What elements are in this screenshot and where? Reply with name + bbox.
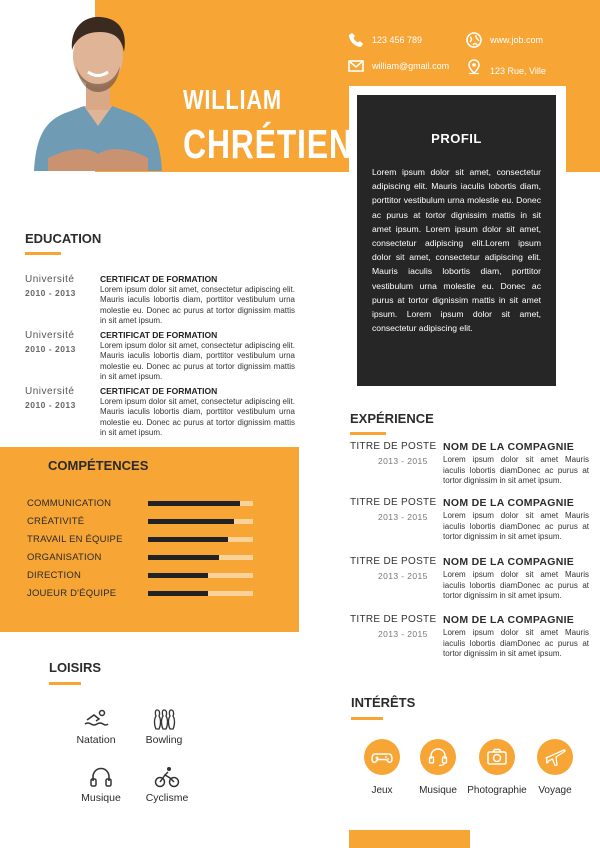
skill-label: JOUEUR D'ÉQUIPE [27,587,117,599]
education-cert: CERTIFICAT DE FORMATION [100,274,218,284]
education-desc: Lorem ipsum dolor sit amet, consectetur adipiscing elit. Mauris iaculis lobortis diam, porttitor vestibulum urna molestie eu. Donec ac purus at tortor dignissim mattis in sit amet ipsum. [100,397,295,438]
education-item [25,274,295,327]
education-years: 2010 - 2013 [25,400,76,410]
interest-label: Musique [419,785,457,796]
hobby-label: Cyclisme [145,792,189,804]
contact-email [348,58,449,74]
skill-row [27,568,257,582]
education-item [25,386,295,439]
skill-bar [148,519,253,524]
hobby-label: Bowling [145,734,183,746]
experience-post: TITRE DE POSTE [350,556,437,567]
experience-company: NOM DE LA COMPAGNIE [443,497,575,509]
hobby-label: Musique [81,792,121,804]
bowling-icon [151,708,177,730]
experience-company: NOM DE LA COMPAGNIE [443,441,575,453]
interest-icon-circle [364,739,400,775]
education-underline [25,252,61,255]
education-years: 2010 - 2013 [25,344,76,354]
skills-section [0,447,299,632]
website-text: www.job.com [490,35,544,45]
experience-years: 2013 - 2015 [378,571,428,581]
gamepad-icon [371,746,393,768]
skill-label: ORGANISATION [27,551,102,563]
interest-icon-circle [420,739,456,775]
footer-accent-bar [349,830,470,848]
skill-bar-fill [148,555,219,560]
hobby-item [61,708,131,746]
education-desc: Lorem ipsum dolor sit amet, consectetur adipiscing elit. Mauris iaculis lobortis diam, porttitor vestibulum urna molestie eu. Donec ac purus at tortor dignissim mattis in sit amet ipsum. [100,341,295,382]
contact-website [466,32,543,48]
skill-row [27,532,257,546]
skill-bar [148,537,253,542]
hobbies-underline [49,682,81,685]
interest-label: Photographie [467,785,527,796]
skill-bar [148,591,253,596]
profile-text: Lorem ipsum dolor sit amet, consectetur adipiscing elit. Mauris iaculis lobortis diam, porttitor vestibulum urna molestie eu. Donec ac purus at tortor dignissim mattis in sit amet ipsum. Lorem ipsum dolor sit amet, consectetur adipiscing elit.Lorem ipsum dolor sit amet, consectetur adipiscing elit. Mauris iaculis lobortis diam, porttitor vestibulum urna molestie eu. Donec ac purus at tortor dignissim mattis in sit amet ipsum. Lorem ipsum dolor sit amet, consectetur adipiscing elit. [372,167,541,334]
profile-section [357,95,556,386]
interest-icon-circle [537,739,573,775]
skill-bar-fill [148,591,208,596]
headphones-icon [88,766,114,788]
experience-desc: Lorem ipsum dolor sit amet Mauris iaculis lobortis diamDonec ac purus at tortor dignissim in sit amet ipsum. [443,570,589,601]
interest-label: Jeux [371,785,393,796]
experience-desc: Lorem ipsum dolor sit amet Mauris iaculis lobortis diamDonec ac purus at tortor dignissim in sit amet ipsum. [443,628,589,659]
experience-post: TITRE DE POSTE [350,614,437,625]
experience-desc: Lorem ipsum dolor sit amet Mauris iaculis lobortis diamDonec ac purus at tortor dignissim in sit amet ipsum. [443,511,589,542]
address-text: 123 Rue, Ville [490,66,546,76]
profile-photo [28,8,168,171]
skill-row [27,496,257,510]
skill-bar [148,555,253,560]
experience-post: TITRE DE POSTE [350,497,437,508]
interest-item [515,739,595,796]
skill-label: CRÉATIVITÉ [27,515,85,527]
skill-bar-fill [148,519,234,524]
experience-post: TITRE DE POSTE [350,441,437,452]
skill-bar-fill [148,573,208,578]
skills-title: COMPÉTENCES [48,458,149,473]
experience-title: EXPÉRIENCE [350,411,434,426]
headset-icon [427,746,449,768]
experience-company: NOM DE LA COMPAGNIE [443,556,575,568]
experience-underline [350,432,386,435]
interest-label: Voyage [538,785,572,796]
education-title: EDUCATION [25,231,102,246]
phone-icon [348,32,364,48]
hobby-item [129,708,199,746]
experience-years: 2013 - 2015 [378,512,428,522]
cycling-icon [154,766,180,788]
education-cert: CERTIFICAT DE FORMATION [100,386,218,396]
skill-row [27,514,257,528]
skill-label: COMMUNICATION [27,497,112,509]
education-school: Université [25,386,75,397]
interests-underline [351,717,383,720]
interest-icon-circle [479,739,515,775]
interests-title: INTÉRÊTS [351,695,416,710]
contact-phone [348,32,422,48]
airplane-icon [544,746,566,768]
education-school: Université [25,274,75,285]
camera-icon [486,746,508,768]
skill-bar-fill [148,501,240,506]
experience-company: NOM DE LA COMPAGNIE [443,614,575,626]
experience-years: 2013 - 2015 [378,629,428,639]
skill-bar [148,501,253,506]
skill-label: TRAVAIL EN ÉQUIPE [27,533,123,545]
hobby-item [66,766,136,804]
globe-icon [466,32,482,48]
experience-years: 2013 - 2015 [378,456,428,466]
hobby-label: Natation [76,734,116,746]
skill-bar [148,573,253,578]
hobby-item [132,766,202,804]
last-name: CHRÉTIEN [183,121,353,167]
education-school: Université [25,330,75,341]
location-pin-icon [466,59,482,75]
skill-row [27,550,257,564]
phone-text: 123 456 789 [372,35,423,45]
hobbies-title: LOISIRS [49,660,102,675]
swimming-icon [83,708,109,730]
profile-title: PROFIL [431,131,482,146]
skill-bar-fill [148,537,228,542]
skill-label: DIRECTION [27,569,82,581]
skill-row [27,586,257,600]
mail-icon [348,58,364,74]
education-cert: CERTIFICAT DE FORMATION [100,330,218,340]
contact-address [466,58,546,76]
education-years: 2010 - 2013 [25,288,76,298]
first-name: WILLIAM [183,84,282,115]
education-desc: Lorem ipsum dolor sit amet, consectetur adipiscing elit. Mauris iaculis lobortis diam, porttitor vestibulum urna molestie eu. Donec ac purus at tortor dignissim mattis in sit amet ipsum. [100,285,295,326]
education-item [25,330,295,383]
email-text: william@gmail.com [372,61,450,71]
experience-desc: Lorem ipsum dolor sit amet Mauris iaculis lobortis diamDonec ac purus at tortor dignissim in sit amet ipsum. [443,455,589,486]
